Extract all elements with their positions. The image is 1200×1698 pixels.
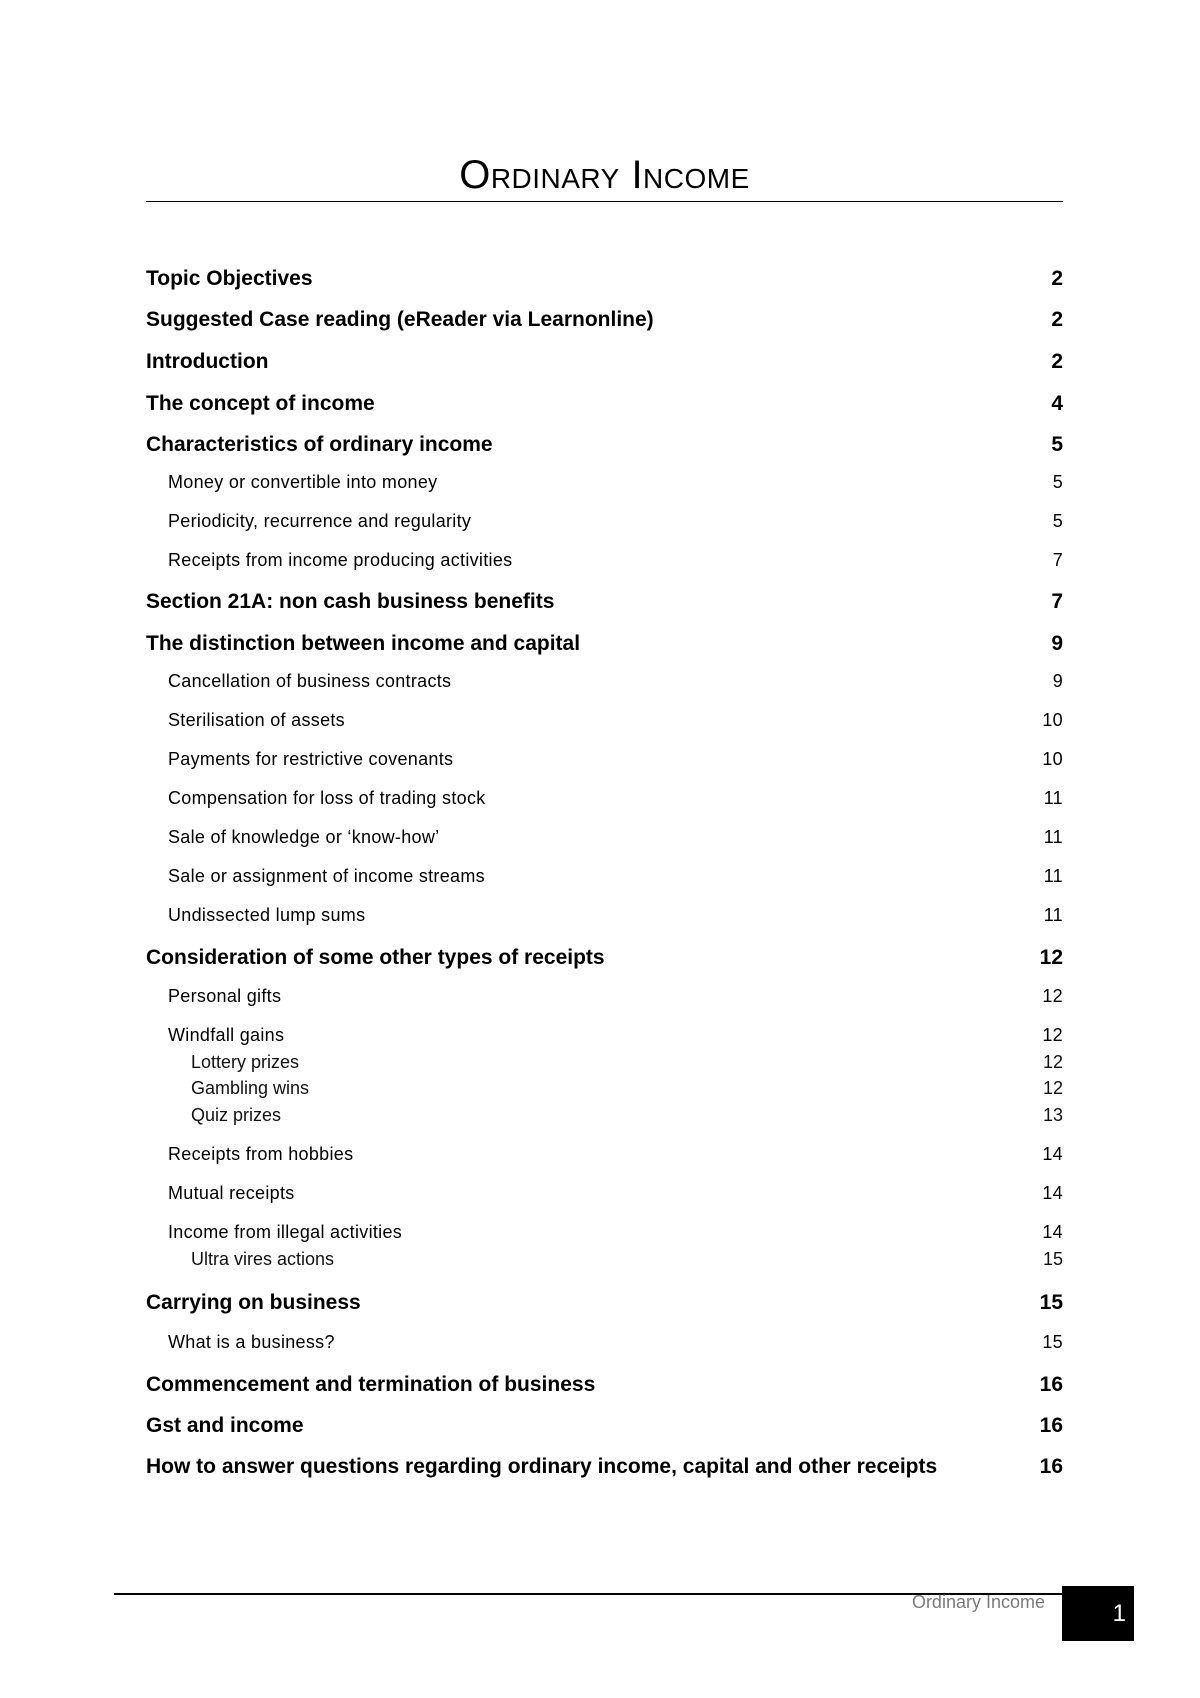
toc-entry[interactable] — [146, 825, 1063, 849]
toc-entry-page-number: 15 — [1042, 1249, 1063, 1269]
toc-entry-page-number: 7 — [1051, 590, 1063, 613]
toc-entry-label: What is a business? — [168, 1332, 335, 1352]
toc-entry-page-number: 10 — [1042, 749, 1063, 769]
toc-entry-page-number: 16 — [1039, 1414, 1063, 1437]
toc-entry-label: Cancellation of business contracts — [168, 671, 452, 691]
toc-entry-label: Introduction — [146, 350, 269, 373]
toc-entry[interactable] — [146, 1103, 1063, 1127]
toc-entry-label: Quiz prizes — [191, 1105, 282, 1125]
toc-entry-label: Receipts from hobbies — [168, 1144, 354, 1164]
toc-entry-label: Gst and income — [146, 1414, 304, 1437]
toc-entry[interactable] — [146, 306, 1063, 334]
toc-entry-label: Topic Objectives — [146, 267, 313, 290]
toc-entry-page-number: 12 — [1042, 1078, 1063, 1098]
toc-entry-label: Characteristics of ordinary income — [146, 433, 493, 456]
toc-entry[interactable] — [146, 786, 1063, 810]
toc-entry[interactable] — [146, 1023, 1063, 1047]
toc-entry-label: Carrying on business — [146, 1291, 361, 1314]
toc-entry-label: Ultra vires actions — [191, 1249, 335, 1269]
toc-entry[interactable] — [146, 588, 1063, 616]
toc-entry[interactable] — [146, 1142, 1063, 1166]
title-divider — [146, 201, 1063, 202]
toc-entry-label: Compensation for loss of trading stock — [168, 788, 486, 808]
toc-entry-label: Receipts from income producing activities — [168, 550, 513, 570]
toc-entry-label: Payments for restrictive covenants — [168, 749, 454, 769]
toc-entry-label: Sterilisation of assets — [168, 710, 345, 730]
toc-entry-page-number: 2 — [1051, 267, 1063, 290]
toc-entry-label: Section 21A: non cash business benefits — [146, 590, 555, 613]
toc-entry[interactable] — [146, 1453, 1063, 1481]
toc-entry[interactable] — [146, 509, 1063, 533]
toc-entry-label: The concept of income — [146, 392, 375, 415]
toc-entry[interactable] — [146, 1181, 1063, 1205]
toc-entry-label: Gambling wins — [191, 1078, 310, 1098]
toc-entry-page-number: 14 — [1042, 1222, 1063, 1242]
toc-entry-page-number: 12 — [1042, 986, 1063, 1006]
toc-entry-page-number: 12 — [1039, 946, 1063, 969]
toc-entry[interactable] — [146, 1289, 1063, 1317]
toc-entry[interactable] — [146, 669, 1063, 693]
document-title: Ordinary Income — [459, 153, 750, 197]
toc-entry-page-number: 16 — [1039, 1455, 1063, 1478]
toc-entry[interactable] — [146, 1412, 1063, 1440]
toc-entry[interactable] — [146, 470, 1063, 494]
toc-entry-page-number: 14 — [1042, 1144, 1063, 1164]
toc-entry-page-number: 9 — [1052, 671, 1063, 691]
toc-entry-label: Mutual receipts — [168, 1183, 295, 1203]
toc-entry-page-number: 11 — [1043, 866, 1063, 886]
toc-entry-label: Income from illegal activities — [168, 1222, 403, 1242]
toc-entry-label: Undissected lump sums — [168, 905, 366, 925]
toc-entry-label: How to answer questions regarding ordinary income, capital and other receipts — [146, 1455, 938, 1478]
toc-entry-label: Consideration of some other types of receipts — [146, 946, 605, 969]
toc-entry[interactable] — [146, 944, 1063, 972]
toc-entry[interactable] — [146, 1371, 1063, 1399]
toc-entry-page-number: 9 — [1051, 632, 1063, 655]
toc-entry-label: Sale or assignment of income streams — [168, 866, 485, 886]
toc-entry[interactable] — [146, 1050, 1063, 1074]
toc-entry[interactable] — [146, 548, 1063, 572]
toc-entry[interactable] — [146, 1076, 1063, 1100]
toc-entry-label: Commencement and termination of business — [146, 1373, 596, 1396]
toc-entry-page-number: 14 — [1042, 1183, 1063, 1203]
toc-entry-page-number: 5 — [1051, 433, 1063, 456]
toc-entry[interactable] — [146, 265, 1063, 293]
toc-entry-page-number: 12 — [1042, 1052, 1063, 1072]
toc-entry-label: The distinction between income and capital — [146, 632, 581, 655]
toc-entry-page-number: 5 — [1052, 511, 1063, 531]
toc-entry-page-number: 15 — [1039, 1291, 1063, 1314]
toc-entry-label: Periodicity, recurrence and regularity — [168, 511, 472, 531]
toc-entry-page-number: 4 — [1051, 392, 1063, 415]
toc-entry-label: Money or convertible into money — [168, 472, 438, 492]
toc-entry-page-number: 15 — [1042, 1332, 1063, 1352]
toc-entry-page-number: 10 — [1042, 710, 1063, 730]
toc-entry-page-number: 2 — [1051, 308, 1063, 331]
footer-running-title: Ordinary Income — [911, 1592, 1045, 1612]
toc-entry-label: Suggested Case reading (eReader via Learnonline) — [146, 308, 654, 331]
toc-entry[interactable] — [146, 348, 1063, 376]
toc-entry[interactable] — [146, 630, 1063, 658]
toc-entry-page-number: 11 — [1043, 905, 1063, 925]
toc-entry-page-number: 12 — [1042, 1025, 1063, 1045]
toc-entry-label: Windfall gains — [168, 1025, 285, 1045]
toc-entry[interactable] — [146, 708, 1063, 732]
toc-entry[interactable] — [146, 1247, 1063, 1271]
footer-page-number: 1 — [1062, 1586, 1134, 1641]
toc-entry-page-number: 2 — [1051, 350, 1063, 373]
toc-entry-label: Lottery prizes — [191, 1052, 300, 1072]
toc-entry[interactable] — [146, 1220, 1063, 1244]
toc-entry-page-number: 7 — [1052, 550, 1063, 570]
toc-entry-page-number: 16 — [1039, 1373, 1063, 1396]
toc-entry[interactable] — [146, 984, 1063, 1008]
toc-entry-page-number: 11 — [1043, 788, 1063, 808]
toc-entry[interactable] — [146, 431, 1063, 459]
toc-entry-page-number: 11 — [1043, 827, 1063, 847]
toc-entry[interactable] — [146, 864, 1063, 888]
toc-entry-label: Sale of knowledge or ‘know-how’ — [168, 827, 440, 847]
toc-entry[interactable] — [146, 1330, 1063, 1354]
toc-entry-page-number: 5 — [1052, 472, 1063, 492]
toc-entry[interactable] — [146, 390, 1063, 418]
toc-entry-label: Personal gifts — [168, 986, 282, 1006]
toc-entry[interactable] — [146, 747, 1063, 771]
toc-entry-page-number: 13 — [1042, 1105, 1063, 1125]
toc-entry[interactable] — [146, 903, 1063, 927]
